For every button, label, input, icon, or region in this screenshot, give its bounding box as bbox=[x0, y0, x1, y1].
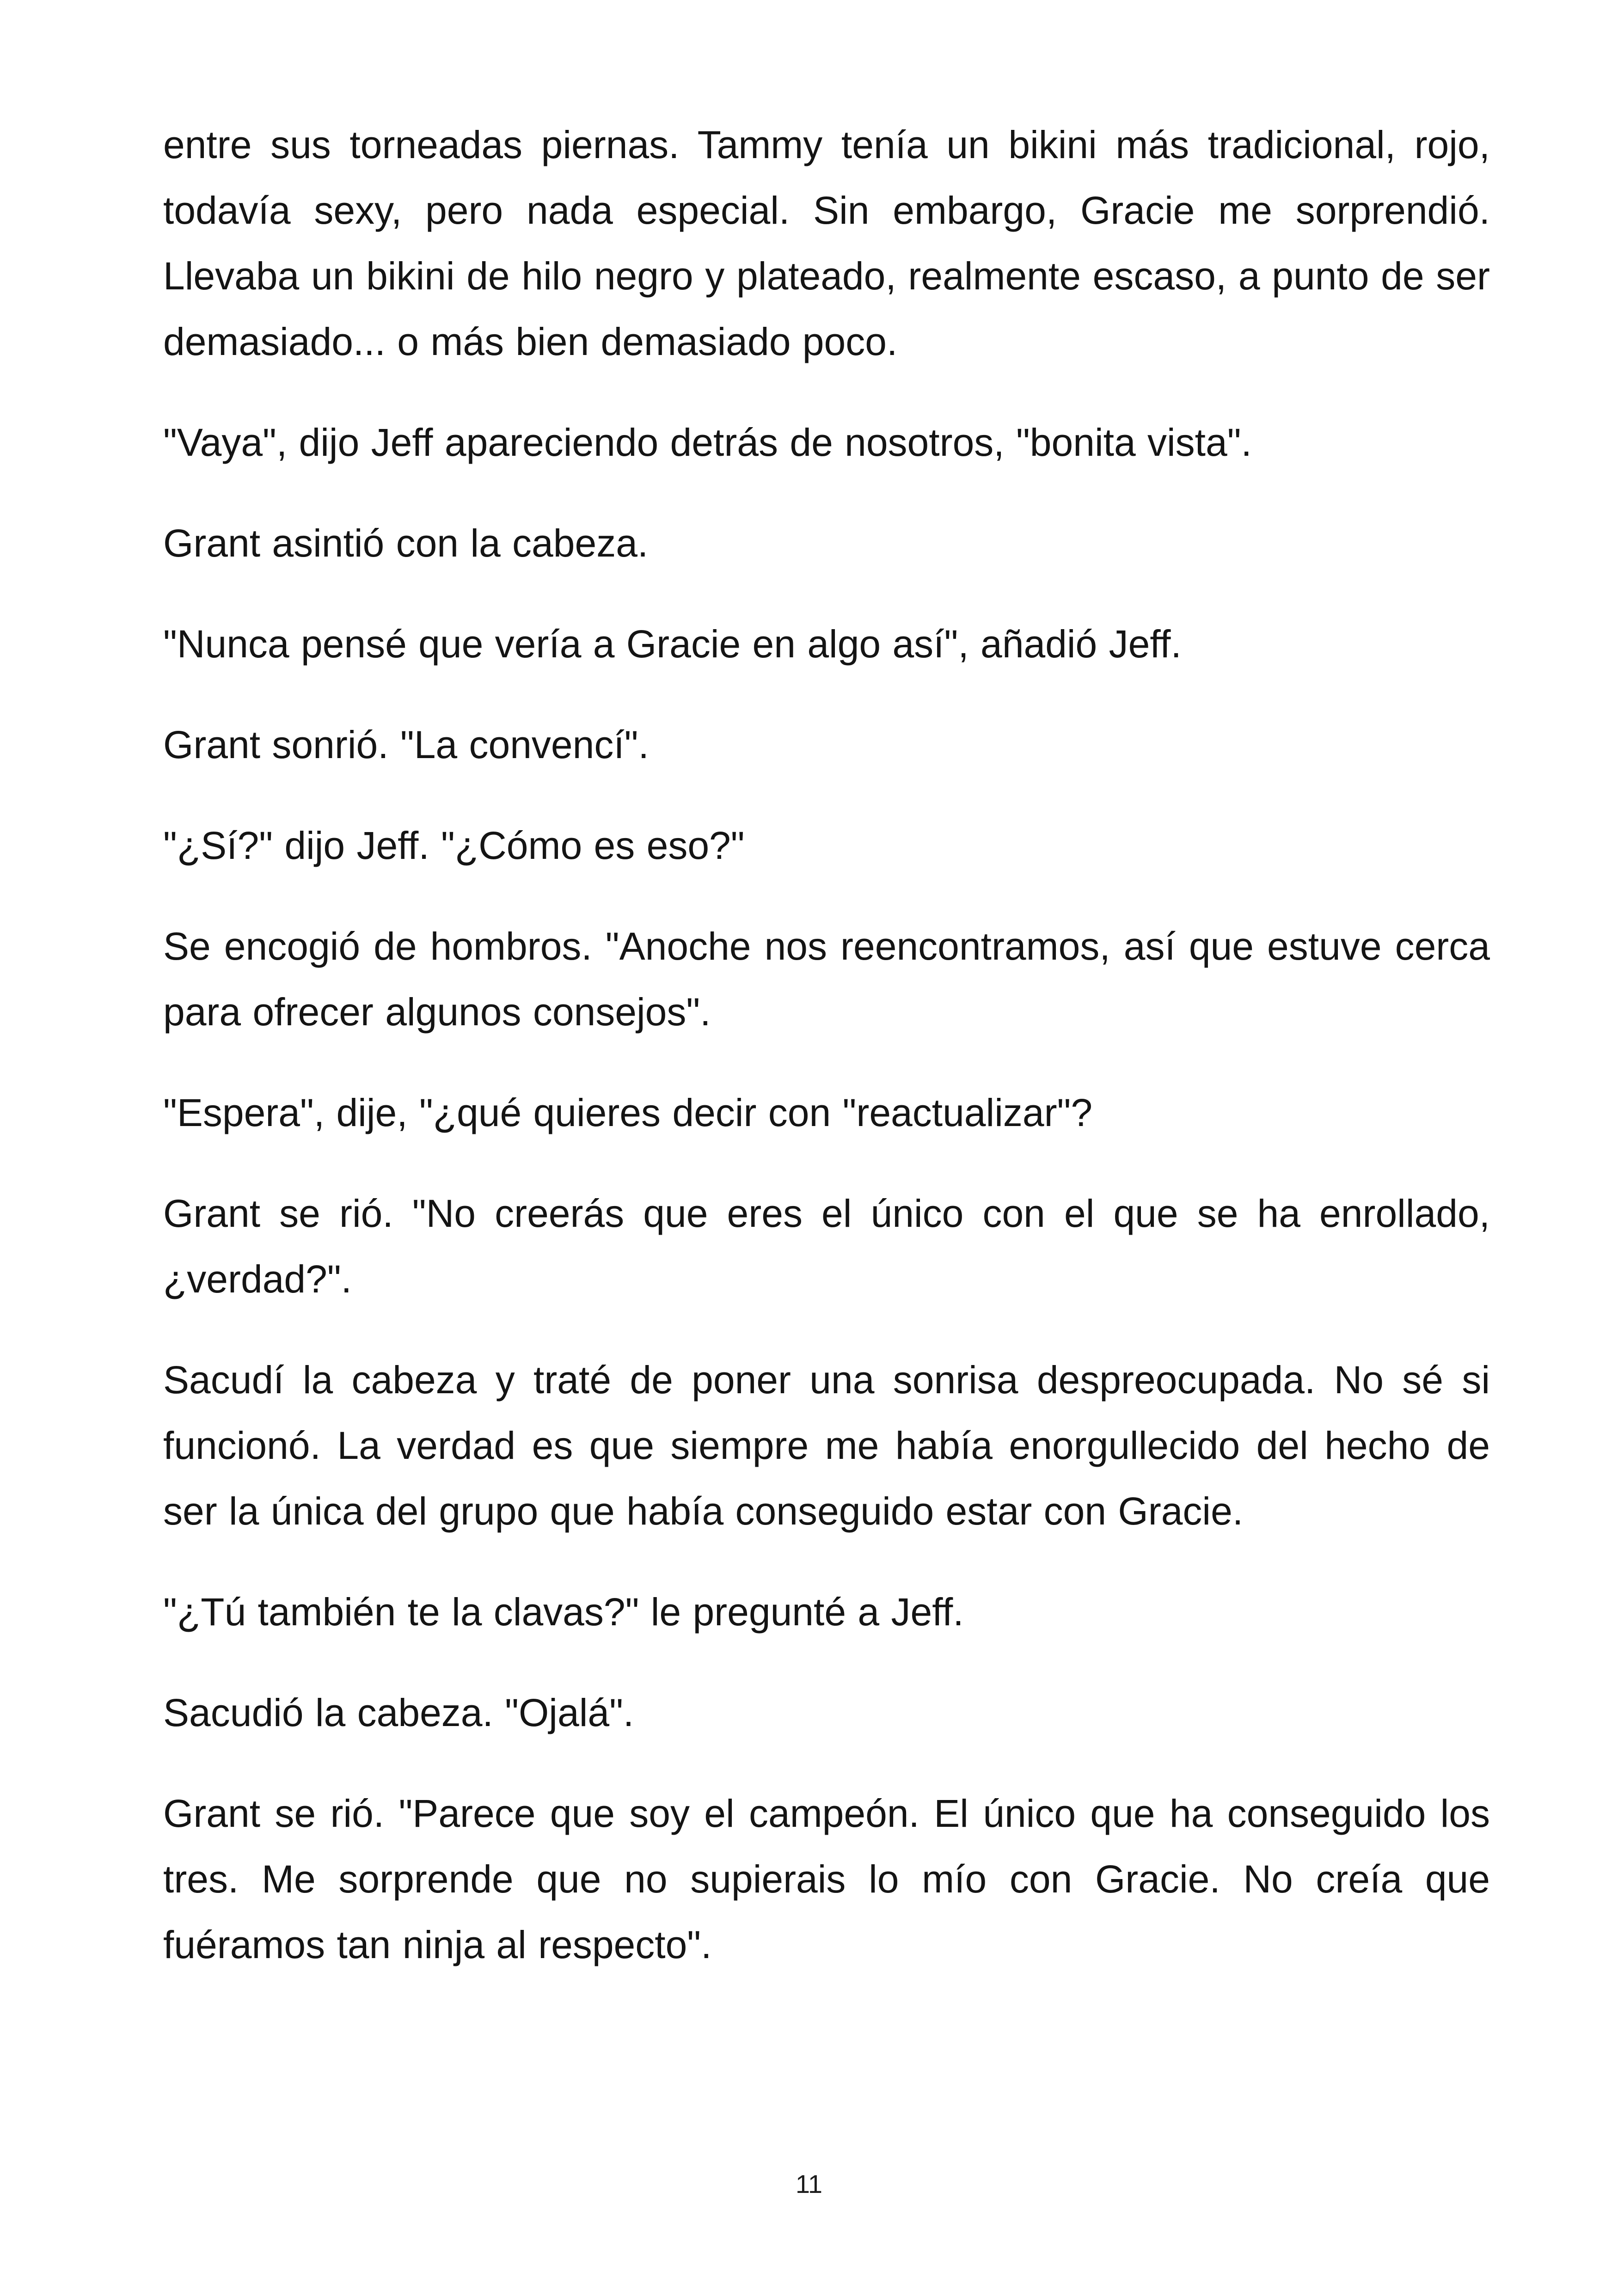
paragraph: entre sus torneadas piernas. Tammy tenía un bikini más tradicional, rojo, todavía sexy, pero nada especial. Sin embargo, Gracie me sorprendió. Llevaba un bikini de hilo negro y plateado, realmente escaso, a punto de ser demasiado... o más bien demasiado poco. bbox=[163, 123, 1490, 363]
paragraph: "¿Sí?" dijo Jeff. "¿Cómo es eso?" bbox=[163, 824, 745, 867]
paragraph: "Vaya", dijo Jeff apareciendo detrás de nosotros, "bonita vista". bbox=[163, 421, 1252, 464]
paragraph: "Nunca pensé que vería a Gracie en algo así", añadió Jeff. bbox=[163, 622, 1182, 666]
paragraph: "Espera", dije, "¿qué quieres decir con "reactualizar"? bbox=[163, 1091, 1093, 1134]
paragraph: Sacudió la cabeza. "Ojalá". bbox=[163, 1691, 634, 1734]
paragraph: "¿Tú también te la clavas?" le pregunté a Jeff. bbox=[163, 1590, 964, 1634]
paragraph: Grant sonrió. "La convencí". bbox=[163, 723, 649, 766]
paragraph: Grant se rió. "No creerás que eres el único con el que se ha enrollado, ¿verdad?". bbox=[163, 1192, 1490, 1301]
paragraph: Sacudí la cabeza y traté de poner una sonrisa despreocupada. No sé si funcionó. La verdad es que siempre me había enorgullecido del hecho de ser la única del grupo que había conseguido estar con Gracie. bbox=[163, 1358, 1490, 1533]
paragraph: Grant se rió. "Parece que soy el campeón. El único que ha conseguido los tres. Me sorprende que no supierais lo mío con Gracie. No creía que fuéramos tan ninja al respecto". bbox=[163, 1792, 1490, 1966]
page-number: 11 bbox=[795, 2169, 823, 2198]
body-text bbox=[163, 112, 1490, 2013]
paragraph: Se encogió de hombros. "Anoche nos reencontramos, así que estuve cerca para ofrecer algunos consejos". bbox=[163, 925, 1490, 1034]
paragraph: Grant asintió con la cabeza. bbox=[163, 521, 649, 565]
